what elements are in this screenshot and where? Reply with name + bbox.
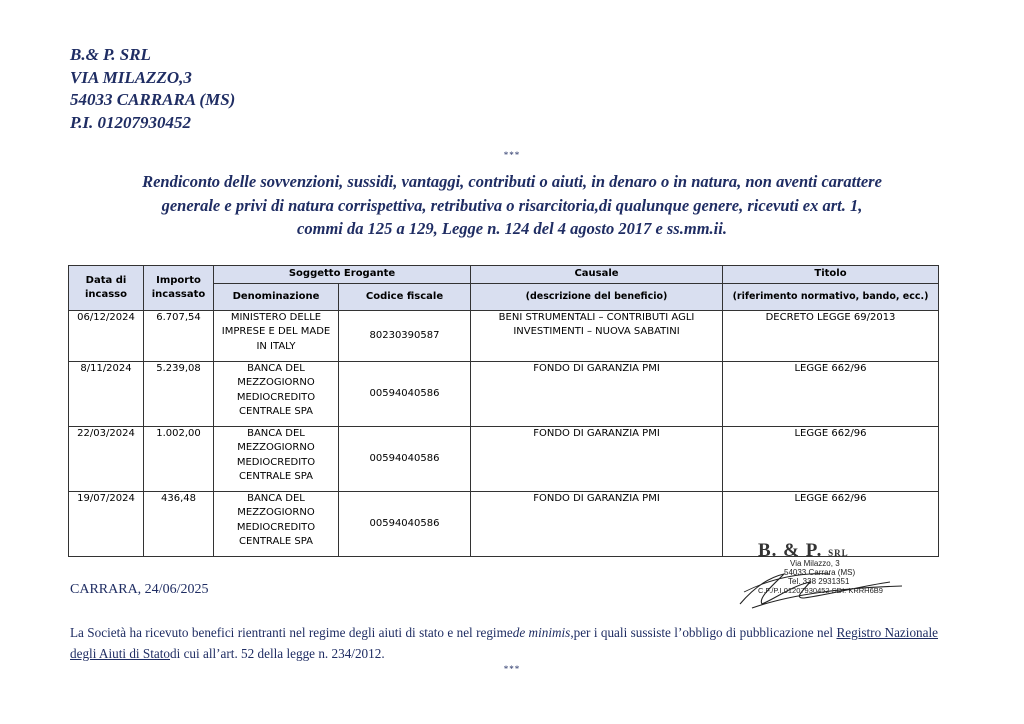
table-row xyxy=(69,311,939,362)
company-vat: P.I. 01207930452 xyxy=(70,112,192,132)
stamp-city: 54033 Carrara (MS) xyxy=(784,568,856,577)
company-header xyxy=(70,44,235,134)
footer-statement xyxy=(70,622,938,664)
title-line-2: generale e privi di natura corrispettiva, retributiva o risarcitoria,di qualunque genere, ricevuti ex art. 1, xyxy=(161,195,863,215)
company-address: VIA MILAZZO,3 xyxy=(70,67,192,87)
cell-title: LEGGE 662/96 xyxy=(723,492,939,557)
stamp-brand: B. & P. SRL xyxy=(758,540,849,561)
cell-denomination: MINISTERO DELLE IMPRESE E DEL MADE IN ITALY xyxy=(214,311,339,362)
cell-denomination: BANCA DEL MEZZOGIORNO MEDIOCREDITO CENTRALE SPA xyxy=(214,427,339,492)
cell-amount: 436,48 xyxy=(144,492,214,557)
cell-tax-code: 00594040586 xyxy=(339,492,471,557)
header-giver: Soggetto Erogante xyxy=(214,266,471,284)
cell-amount: 5.239,08 xyxy=(144,362,214,427)
title-line-3: commi da 125 a 129, Legge n. 124 del 4 agosto 2017 e ss.mm.ii. xyxy=(297,219,727,238)
cell-tax-code: 00594040586 xyxy=(339,427,471,492)
stamp-address: Via Milazzo, 3 xyxy=(790,559,840,568)
company-name: B.& P. SRL xyxy=(70,45,151,64)
header-amount: Importo incassato xyxy=(144,266,214,311)
stamp-phone: Tel. 338 2931351 xyxy=(788,577,850,586)
cell-cause: FONDO DI GARANZIA PMI xyxy=(471,362,723,427)
title-line-1: Rendiconto delle sovvenzioni, sussidi, vantaggi, contributi o aiuti, in denaro o in natura, non aventi carattere xyxy=(142,172,882,191)
header-cause-sub: (descrizione del beneficio) xyxy=(471,284,723,311)
cell-tax-code: 80230390587 xyxy=(339,311,471,362)
footer-text-2: ,per i quali sussiste l’obbligo di pubblicazione nel xyxy=(570,625,837,640)
cell-title: LEGGE 662/96 xyxy=(723,362,939,427)
cell-cause: FONDO DI GARANZIA PMI xyxy=(471,492,723,557)
cell-denomination: BANCA DEL MEZZOGIORNO MEDIOCREDITO CENTRALE SPA xyxy=(214,362,339,427)
place-date: CARRARA, 24/06/2025 xyxy=(70,582,209,597)
separator-top: *** xyxy=(503,150,521,160)
header-title-sub: (riferimento normativo, bando, ecc.) xyxy=(723,284,939,311)
header-date: Data di incasso xyxy=(69,266,144,311)
cell-title: LEGGE 662/96 xyxy=(723,427,939,492)
cell-date: 06/12/2024 xyxy=(69,311,144,362)
cell-cause: FONDO DI GARANZIA PMI xyxy=(471,427,723,492)
cell-title: DECRETO LEGGE 69/2013 xyxy=(723,311,939,362)
company-city: 54033 CARRARA (MS) xyxy=(70,90,236,109)
cell-date: 22/03/2024 xyxy=(69,427,144,492)
header-tax-code: Codice fiscale xyxy=(339,284,471,311)
stamp-codes: C.F./P.I.01207930452 SDI: KRRH6B9 xyxy=(758,586,883,595)
footer-de-minimis: de minimis xyxy=(512,625,571,640)
separator-bottom: *** xyxy=(503,664,521,674)
company-stamp xyxy=(732,538,922,620)
header-cause: Causale xyxy=(471,266,723,284)
subsidies-table xyxy=(68,265,939,557)
registry-link: Registro Nazionale degli Aiuti di Stato xyxy=(70,625,939,661)
table-row xyxy=(69,427,939,492)
cell-cause: BENI STRUMENTALI – CONTRIBUTI AGLI INVESTIMENTI – NUOVA SABATINI xyxy=(471,311,723,362)
header-denomination: Denominazione xyxy=(214,284,339,311)
header-title: Titolo xyxy=(723,266,939,284)
footer-text-1: La Società ha ricevuto benefici rientranti nel regime degli aiuti di stato e nel regime xyxy=(70,625,513,640)
cell-tax-code: 00594040586 xyxy=(339,362,471,427)
cell-denomination: BANCA DEL MEZZOGIORNO MEDIOCREDITO CENTRALE SPA xyxy=(214,492,339,557)
cell-date: 8/11/2024 xyxy=(69,362,144,427)
cell-amount: 6.707,54 xyxy=(144,311,214,362)
table-row xyxy=(69,362,939,427)
document-title xyxy=(60,170,964,241)
footer-text-3: di cui all’art. 52 della legge n. 234/2012. xyxy=(170,646,385,661)
cell-amount: 1.002,00 xyxy=(144,427,214,492)
cell-date: 19/07/2024 xyxy=(69,492,144,557)
